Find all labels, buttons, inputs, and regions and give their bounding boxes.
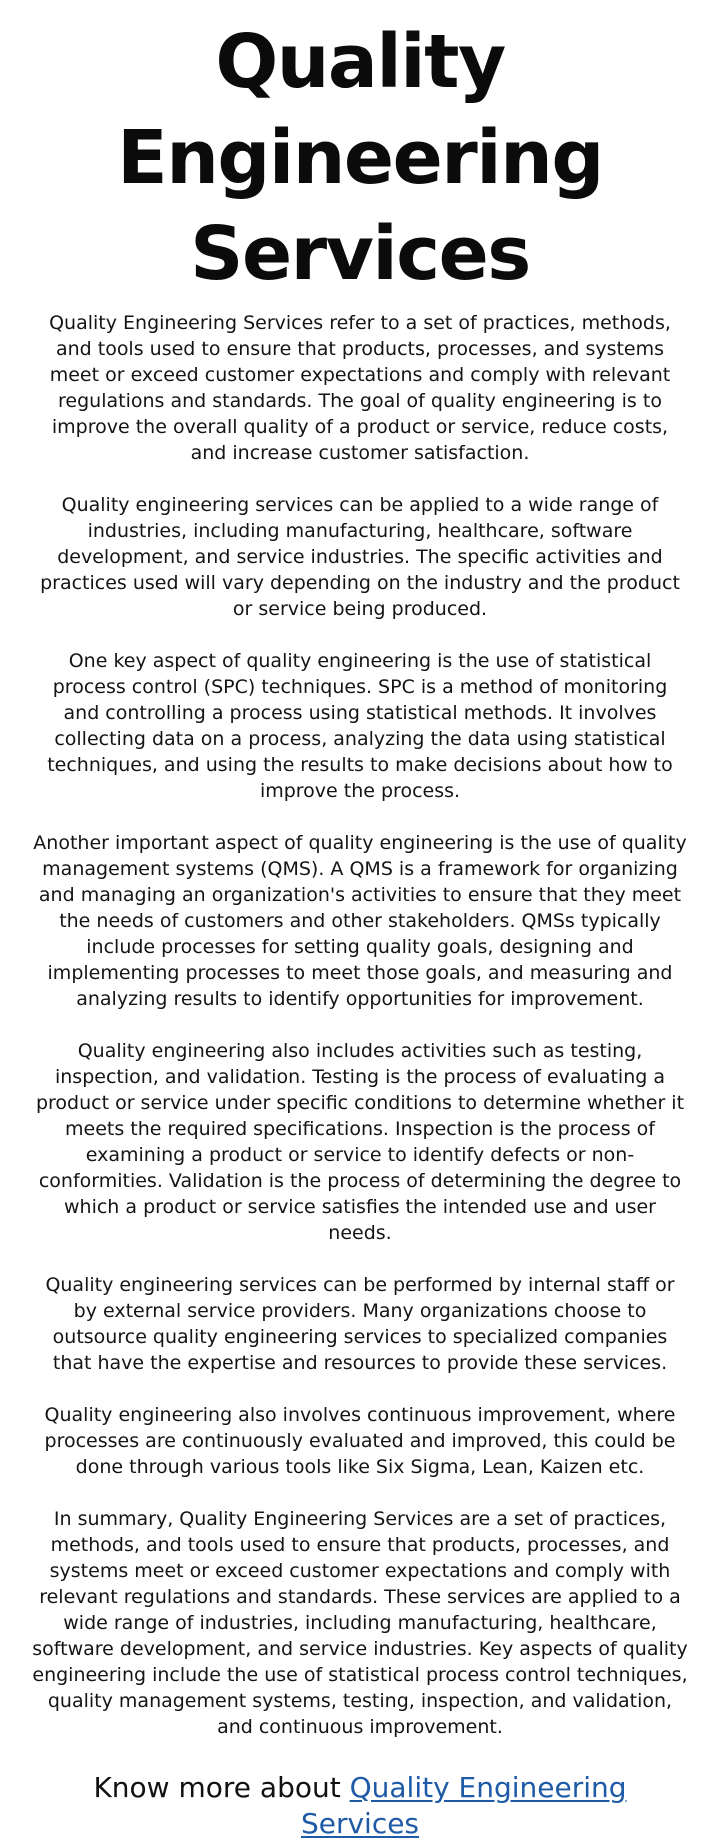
know-more-line [32, 1770, 688, 1842]
paragraph-industries: Quality engineering services can be applied to a wide range of industries, including manufacturing, healthcare, software development, and service industries. The specific activities and practices used will vary depending on the industry and the product or service being produced. [40, 494, 680, 620]
paragraph-summary: In summary, Quality Engineering Services are a set of practices, methods, and tools used to ensure that products, processes, and systems meet or exceed customer expectations and comply with relevant regulations and standards. These services are applied to a wide range of industries, including manufacturing, healthcare, software development, and service industries. Key aspects of quality engineering include the use of statistical process control techniques, quality management systems, testing, inspection, and validation, and continuous improvement. [32, 1508, 688, 1738]
quality-engineering-services-link[interactable]: Quality Engineering Services [300, 1771, 627, 1840]
paragraph-spc: One key aspect of quality engineering is the use of statistical process control (SPC) techniques. SPC is a method of monitoring and controlling a process using statistical methods. It involves collecting data on a process, analyzing the data using statistical techniques, and using the results to make decisions about how to improve the process. [47, 650, 673, 802]
know-more-prefix: Know more about [93, 1771, 350, 1804]
paragraph-intro: Quality Engineering Services refer to a set of practices, methods, and tools used to ensure that products, processes, and systems meet or exceed customer expectations and comply with relevant regulations and standards. The goal of quality engineering is to improve the overall quality of a product or service, reduce costs, and increase customer satisfaction. [49, 312, 671, 464]
paragraph-outsourcing: Quality engineering services can be performed by internal staff or by external service providers. Many organizations choose to outsource quality engineering services to specialized companies that have the expertise and resources to provide these services. [45, 1274, 675, 1374]
paragraph-qms: Another important aspect of quality engineering is the use of quality management systems (QMS). A QMS is a framework for organizing and managing an organization's activities to ensure that they meet the needs of customers and other stakeholders. QMSs typically include processes for setting quality goals, designing and implementing processes to meet those goals, and measuring and analyzing results to identify opportunities for improvement. [33, 832, 687, 1010]
paragraph-continuous-improvement: Quality engineering also involves continuous improvement, where processes are continuously evaluated and improved, this could be done through various tools like Six Sigma, Lean, Kaizen etc. [44, 1404, 676, 1478]
paragraph-testing: Quality engineering also includes activities such as testing, inspection, and validation. Testing is the process of evaluating a product or service under specific conditions to determine whether it meets the required specifications. Inspection is the process of examining a product or service to identify defects or non-conformities. Validation is the process of determining the degree to which a product or service satisfies the intended use and user needs. [35, 1040, 685, 1244]
page-title: Quality Engineering Services [117, 19, 603, 297]
article-body [32, 310, 688, 1740]
